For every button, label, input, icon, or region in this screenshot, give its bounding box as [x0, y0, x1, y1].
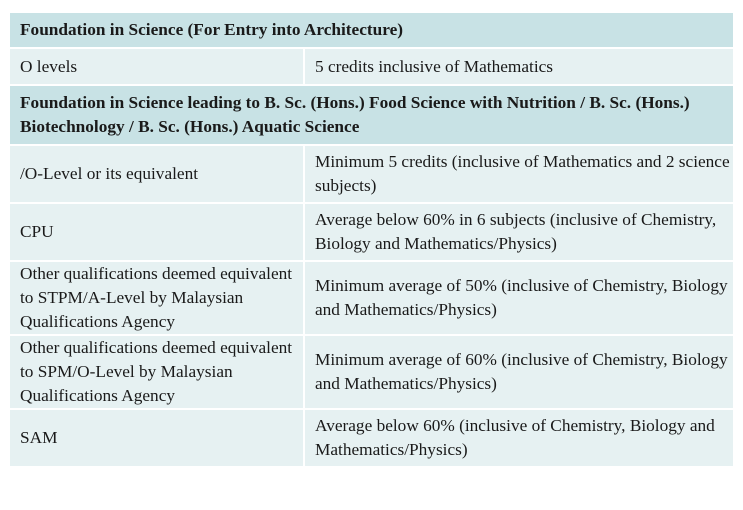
- section-header-row: [10, 13, 733, 47]
- requirement-cell: 5 credits inclusive of Mathematics: [305, 49, 733, 84]
- section-header-row: [10, 86, 733, 144]
- table-row: [10, 336, 733, 408]
- requirement-cell: Average below 60% (inclusive of Chemistry, Biology and Mathematics/Physics): [305, 410, 733, 466]
- qualification-cell: CPU: [10, 204, 303, 260]
- requirement-cell: Minimum 5 credits (inclusive of Mathematics and 2 science subjects): [305, 146, 733, 202]
- table-row: [10, 410, 733, 466]
- qualification-cell: SAM: [10, 410, 303, 466]
- requirement-cell: Minimum average of 50% (inclusive of Chemistry, Biology and Mathematics/Physics): [305, 262, 733, 334]
- table-row: [10, 204, 733, 260]
- qualification-cell: /O-Level or its equivalent: [10, 146, 303, 202]
- requirement-cell: Average below 60% in 6 subjects (inclusive of Chemistry, Biology and Mathematics/Physics): [305, 204, 733, 260]
- section-header-architecture: Foundation in Science (For Entry into Architecture): [10, 13, 733, 47]
- qualification-cell: Other qualifications deemed equivalent to STPM/A-Level by Malaysian Qualifications Agency: [10, 262, 303, 334]
- table-row: [10, 49, 733, 84]
- section-header-food-science: Foundation in Science leading to B. Sc. (Hons.) Food Science with Nutrition / B. Sc. (Hons.) Biotechnology / B. Sc. (Hons.) Aquatic Science: [10, 86, 733, 144]
- document-page: [8, 11, 735, 468]
- table-row: [10, 262, 733, 334]
- table-row: [10, 146, 733, 202]
- qualification-cell: Other qualifications deemed equivalent to SPM/O-Level by Malaysian Qualifications Agency: [10, 336, 303, 408]
- admission-requirements-table: [8, 11, 735, 468]
- qualification-cell: O levels: [10, 49, 303, 84]
- requirement-cell: Minimum average of 60% (inclusive of Chemistry, Biology and Mathematics/Physics): [305, 336, 733, 408]
